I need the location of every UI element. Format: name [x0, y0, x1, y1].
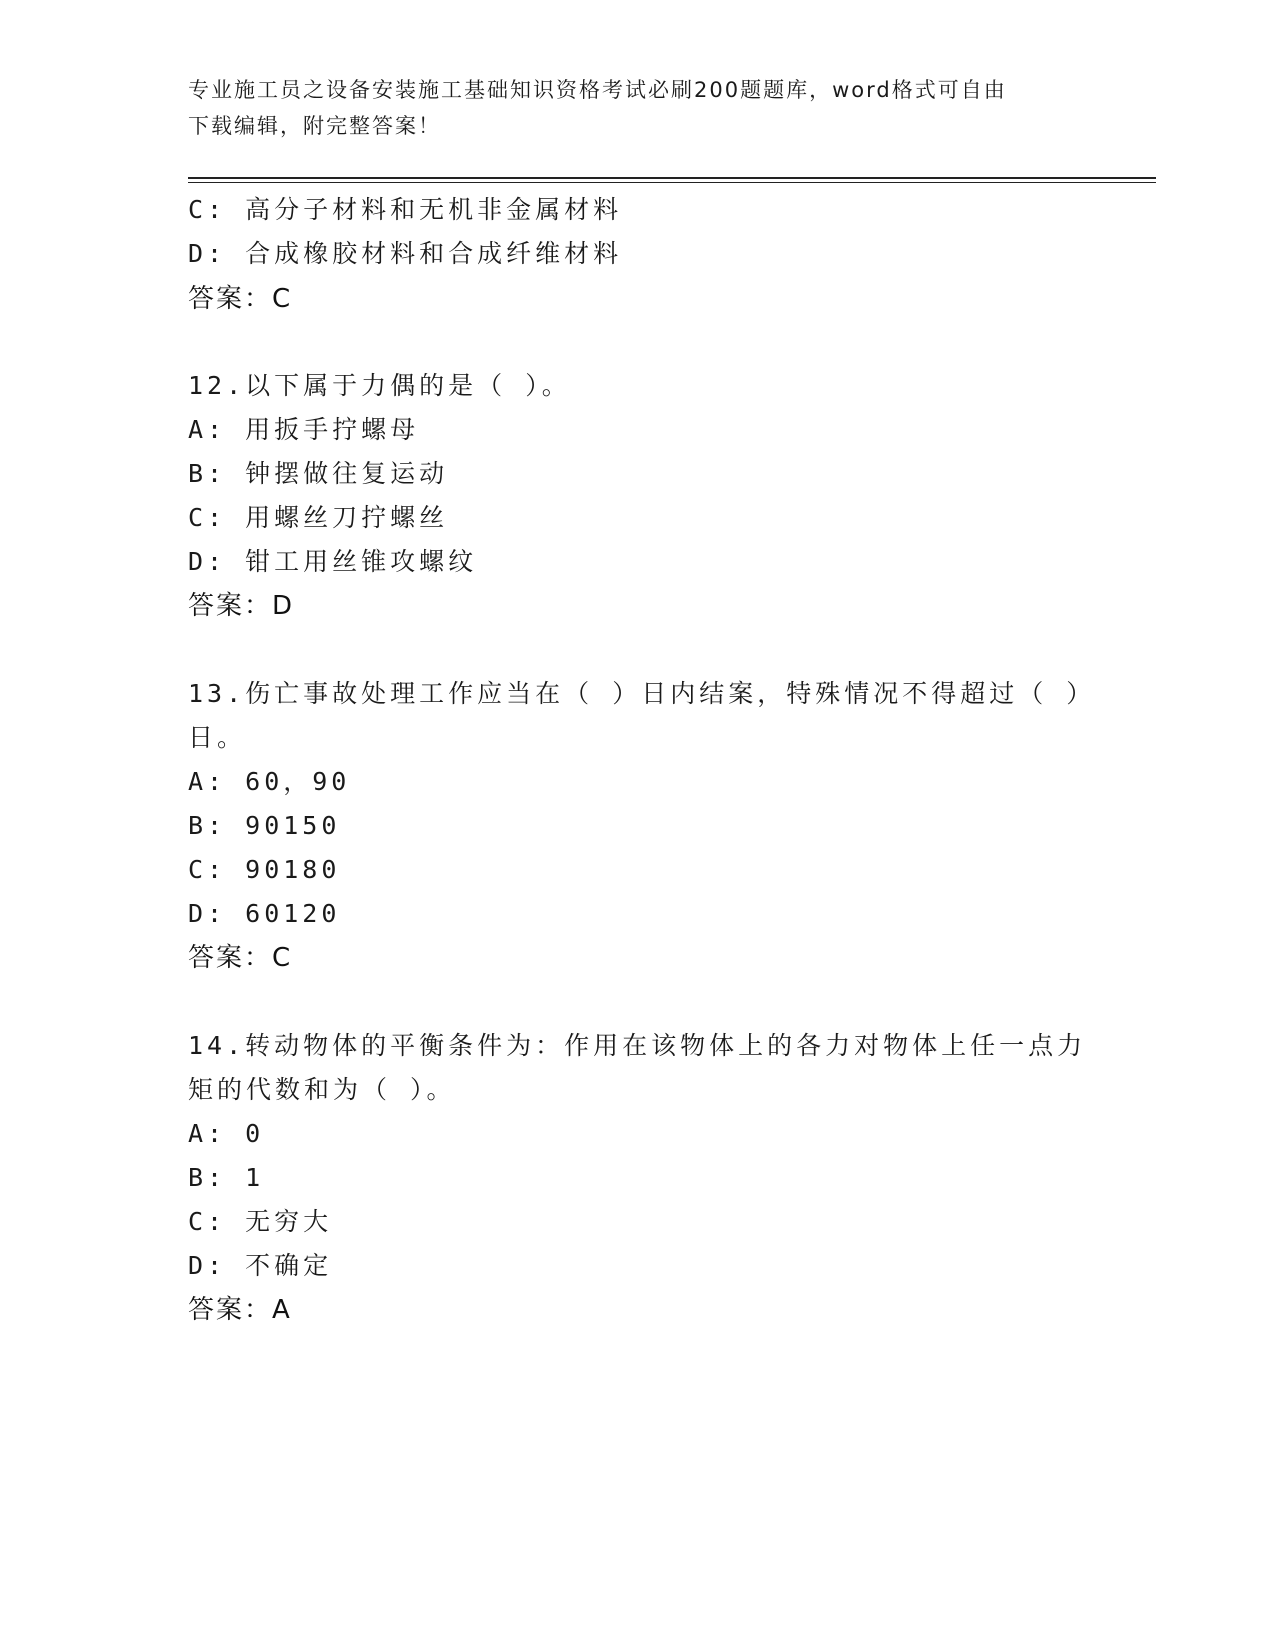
q13-option-d: D: 60120	[188, 899, 341, 928]
prev-option-d: D: 合成橡胶材料和合成纤维材料	[188, 239, 623, 268]
q12-option-d: D: 钳工用丝锥攻螺纹	[188, 547, 478, 576]
q12-question: 12.以下属于力偶的是（ ）。	[188, 371, 571, 400]
header-divider-thin	[188, 182, 1156, 183]
q12-option-c: C: 用螺丝刀拧螺丝	[188, 503, 449, 532]
prev-option-c: C: 高分子材料和无机非金属材料	[188, 195, 623, 224]
q13-option-c: C: 90180	[188, 855, 341, 884]
q12-option-a: A: 用扳手拧螺母	[188, 415, 420, 444]
q14-question-line-2: 矩的代数和为（ ）。	[188, 1075, 456, 1104]
q13-option-a: A: 60，90	[188, 767, 351, 796]
document-header	[188, 72, 1068, 144]
q14-option-d: D: 不确定	[188, 1251, 333, 1280]
header-divider-thick	[188, 177, 1156, 179]
q12-option-b: B: 钟摆做往复运动	[188, 459, 449, 488]
q13-answer: 答案：C	[188, 943, 293, 973]
q14-option-b: B: 1	[188, 1163, 265, 1192]
q14-option-a: A: 0	[188, 1119, 265, 1148]
q12-answer: 答案：D	[188, 591, 295, 621]
q14-option-c: C: 无穷大	[188, 1207, 333, 1236]
q13-option-b: B: 90150	[188, 811, 341, 840]
q13-question-line-1: 13.伤亡事故处理工作应当在（ ）日内结案，特殊情况不得超过（ ）	[188, 679, 1096, 708]
header-line-1: 专业施工员之设备安装施工基础知识资格考试必刷200题题库，word格式可自由	[188, 78, 1007, 102]
prev-answer: 答案：C	[188, 284, 293, 314]
q13-question-line-2: 日。	[188, 723, 247, 752]
header-line-2: 下载编辑，附完整答案！	[188, 114, 441, 138]
q14-question-line-1: 14.转动物体的平衡条件为：作用在该物体上的各力对物体上任一点力	[188, 1031, 1087, 1060]
q14-answer: 答案：A	[188, 1295, 292, 1325]
